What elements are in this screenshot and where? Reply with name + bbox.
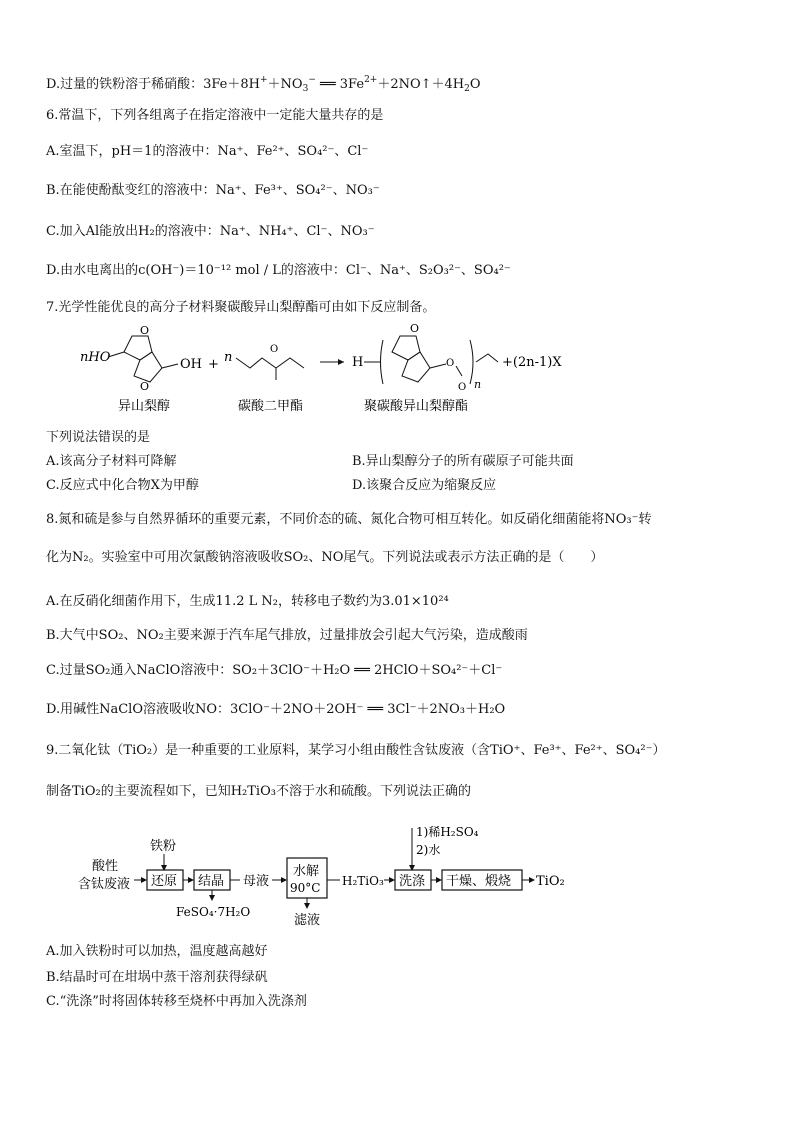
q7-o-atom: O (140, 380, 150, 393)
q7-n-coef: n (224, 350, 233, 365)
q7-o-atom: O (458, 382, 467, 393)
flow-ferrous-sulfate: FeSO₄·7H₂O (176, 905, 251, 919)
q6-option-d: D.由水电离出的c(OH⁻)＝10⁻¹² mol / L的溶液中：Cl⁻、Na⁺、S₂O₃²⁻、SO₄²⁻ (46, 263, 511, 278)
q9-option-b: B.结晶时可在坩埚中蒸干溶剂获得绿矾 (46, 970, 268, 985)
q9-flow-diagram (0, 822, 794, 932)
q9-stem-line2: 制备TiO₂的主要流程如下，已知H₂TiO₃不溶于水和硫酸。下列说法正确的 (46, 784, 471, 799)
q8-option-b: B.大气中SO₂、NO₂主要来源于汽车尾气排放，过量排放会引起大气污染，造成酸雨 (46, 628, 528, 643)
flow-h2tio3: H₂TiO₃ (342, 874, 384, 888)
q8-option-c: C.过量SO₂通入NaClO溶液中：SO₂＋3ClO⁻＋H₂O ══ 2HClO＋SO₄²⁻＋Cl⁻ (46, 663, 503, 678)
flow-iron-label: 铁粉 (150, 839, 177, 854)
flow-box-hydrolysis-text: 水解 (293, 864, 320, 879)
q7-option-c: C.反应式中化合物X为甲醇 (46, 478, 199, 493)
flow-mother-liquor: 母液 (243, 874, 270, 889)
flow-box-wash-text: 洗涤 (399, 874, 426, 889)
q6-option-b: B.在能使酚酞变红的溶液中：Na⁺、Fe³⁺、SO₄²⁻、NO₃⁻ (46, 183, 380, 198)
flow-source-line1: 酸性 (92, 859, 119, 874)
q7-option-a: A.该高分子材料可降解 (46, 454, 177, 469)
q7-o-atom: O (270, 344, 279, 355)
flow-box-hydrolysis-temp: 90°C (290, 881, 321, 895)
flow-reagent-1: 1)稀H₂SO₄ (416, 825, 479, 839)
q7-oh-label: OH (180, 357, 202, 372)
q7-label-dmc: 碳酸二甲酯 (238, 399, 304, 414)
flow-box-reduce-text: 还原 (151, 874, 178, 889)
q6-option-c: C.加入Al能放出H₂的溶液中：Na⁺、NH₄⁺、Cl⁻、NO₃⁻ (46, 224, 375, 239)
q7-option-d: D.该聚合反应为缩聚反应 (352, 478, 497, 493)
q7-option-b: B.异山梨醇分子的所有碳原子可能共面 (352, 454, 574, 469)
q7-label-polymer: 聚碳酸异山梨醇酯 (364, 399, 469, 414)
q8-option-a: A.在反硝化细菌作用下，生成11.2 L N₂，转移电子数约为3.01×10²⁴ (46, 594, 449, 609)
q8-stem-line1: 8.氮和硫是参与自然界循环的重要元素，不同价态的硫、氮化合物可相互转化。如反硝化细菌能将NO₃⁻转 (46, 512, 652, 527)
q8-option-d: D.用碱性NaClO溶液吸收NO：3ClO⁻＋2NO＋2OH⁻ ══ 3Cl⁻＋2NO₃＋H₂O (46, 702, 506, 717)
q9-option-a: A.加入铁粉时可以加热，温度越高越好 (46, 944, 268, 959)
q6-option-a: A.室温下，pH＝1的溶液中：Na⁺、Fe²⁺、SO₄²⁻、Cl⁻ (46, 144, 369, 159)
flow-reagent-2: 2)水 (416, 843, 441, 857)
q7-h-atom: H (352, 355, 364, 370)
flow-source-line2: 含钛废液 (78, 877, 131, 892)
q7-o-atom: O (410, 322, 420, 335)
q8-stem-line2: 化为N₂。实验室中可用次氯酸钠溶液吸收SO₂、NO尾气。下列说法或表示方法正确的是（ ） (46, 550, 604, 565)
q7-stem: 7.光学性能优良的高分子材料聚碳酸异山梨醇酯可由如下反应制备。 (46, 300, 436, 315)
q7-byproduct: +(2n-1)X (502, 355, 562, 370)
q7-ask: 下列说法错误的是 (46, 430, 151, 445)
q9-option-c: C.“洗涤”时将固体转移至烧杯中再加入洗涤剂 (46, 994, 307, 1009)
flow-filtrate: 滤液 (294, 913, 321, 928)
q7-n-sub: n (474, 378, 482, 391)
q7-label-isosorbide: 异山梨醇 (118, 399, 171, 414)
q7-o-atom: O (446, 358, 455, 369)
q7-o-atom: O (140, 324, 150, 337)
flow-product: TiO₂ (536, 874, 565, 889)
q7-nho-label: nHO (80, 350, 111, 365)
q5-option-d: D.过量的铁粉溶于稀硝酸：$3Fe+8H^++NO_3^-$ ══ $3Fe^{2+}+2NO↑+4H_2O$ (46, 75, 481, 94)
q6-stem: 6.常温下，下列各组离子在指定溶液中一定能大量共存的是 (46, 108, 384, 123)
flow-box-crystallize-text: 结晶 (198, 874, 225, 889)
q7-plus: + (208, 357, 219, 372)
q9-stem-line1: 9.二氧化钛（TiO₂）是一种重要的工业原料，某学习小组由酸性含钛废液（含TiO⁺、Fe³⁺、Fe²⁺、SO₄²⁻） (46, 743, 666, 758)
q7-reaction-scheme (0, 318, 794, 428)
flow-box-dry-calcine-text: 干燥、煅烧 (446, 874, 512, 889)
